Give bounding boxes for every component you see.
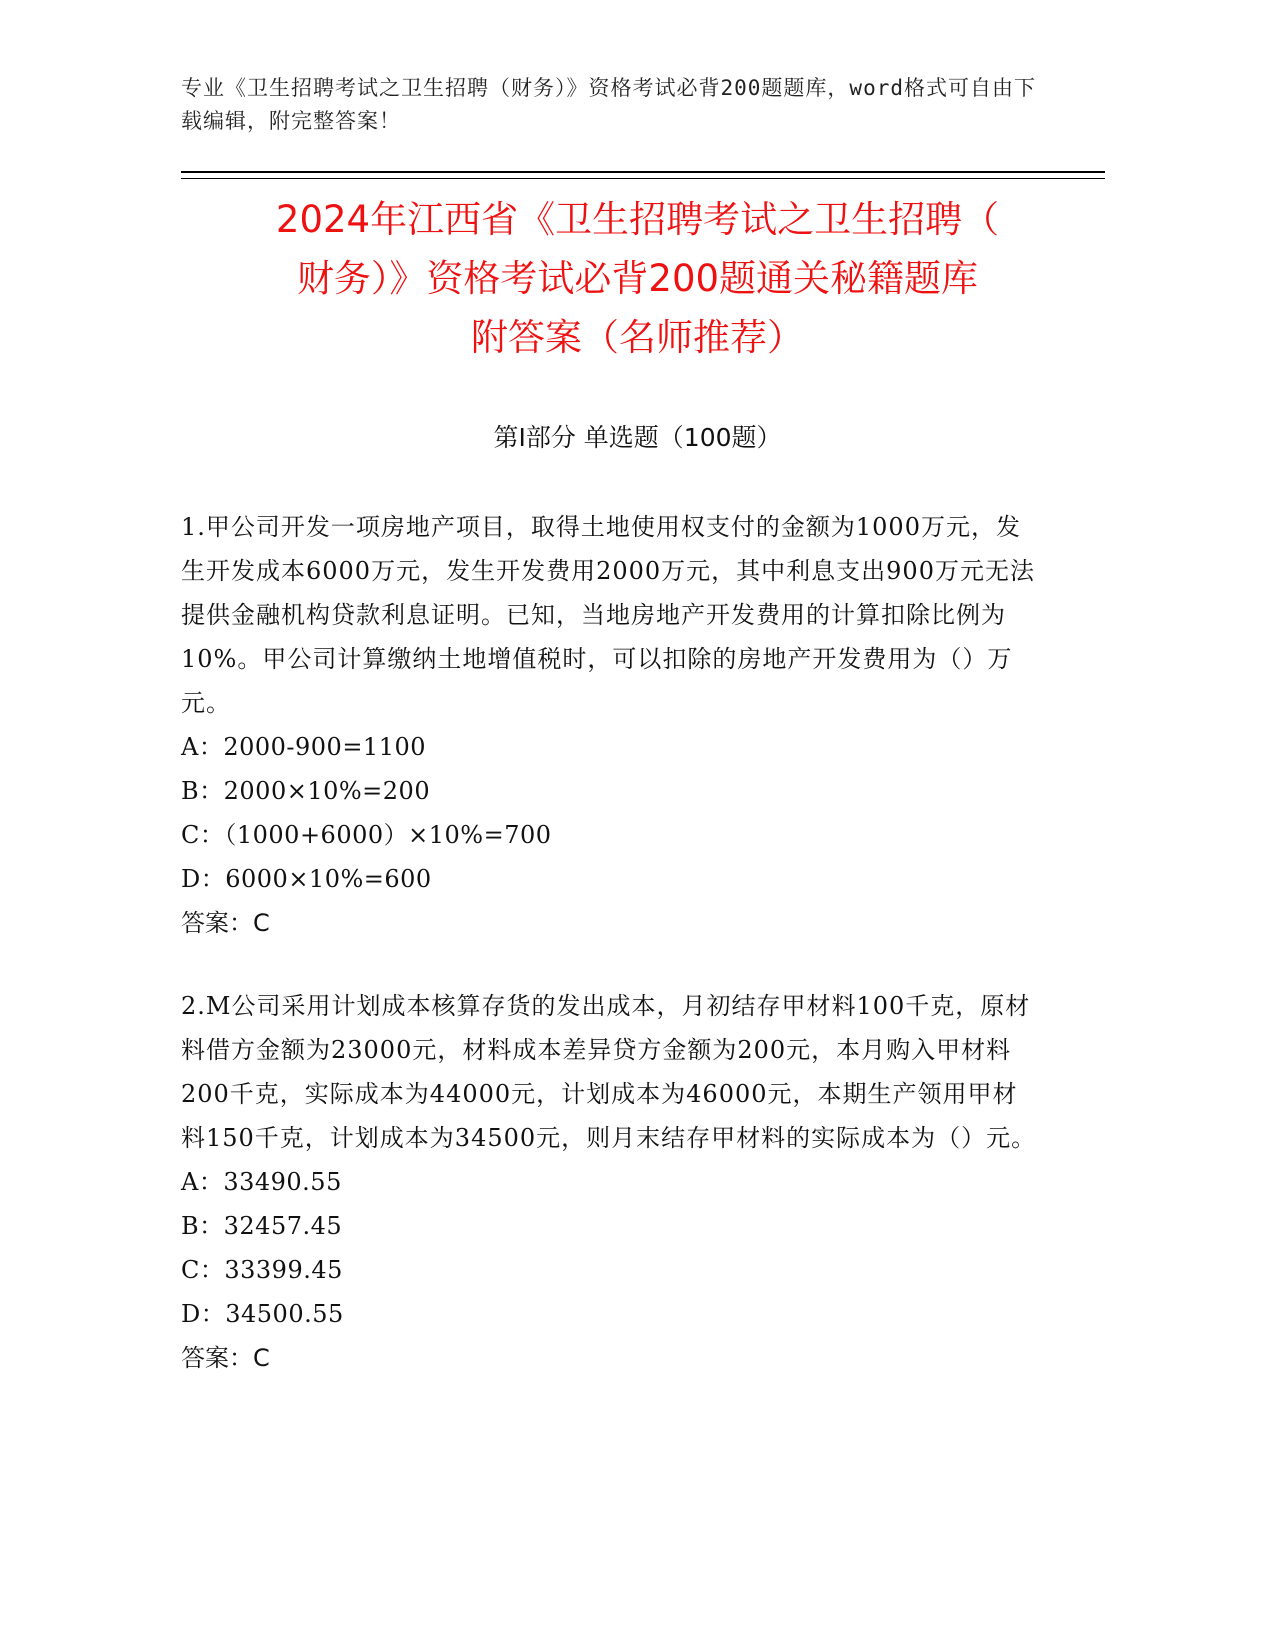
header-divider-thick	[181, 171, 1105, 173]
option-d: D：6000×10%=600	[181, 865, 432, 893]
question-stem: 1.甲公司开发一项房地产项目，取得土地使用权支付的金额为1000万元，发生开发成本6000万元，发生开发费用2000万元，其中利息支出900万元无法提供金融机构贷款利息证明。已知，当地房地产开发费用的计算扣除比例为10%。甲公司计算缴纳土地增值税时，可以扣除的房地产开发费用为（）万元。	[181, 513, 1035, 717]
answer: 答案：C	[181, 1344, 270, 1372]
question-1	[181, 505, 1041, 945]
section-heading: 第Ⅰ部分 单选题（100题）	[493, 423, 782, 452]
option-b: B：32457.45	[181, 1212, 343, 1240]
option-d: D：34500.55	[181, 1300, 344, 1328]
option-c: C：33399.45	[181, 1256, 343, 1284]
question-2	[181, 984, 1041, 1380]
document-title-line-1: 2024年江西省《卫生招聘考试之卫生招聘（	[275, 198, 1000, 241]
answer: 答案：C	[181, 909, 270, 937]
option-a: A：33490.55	[181, 1168, 342, 1196]
option-b: B：2000×10%=200	[181, 777, 431, 805]
document-title-line-3: 附答案（名师推荐）	[471, 316, 804, 359]
document-title-line-2: 财务）》资格考试必背200题通关秘籍题库	[296, 257, 979, 300]
option-a: A：2000-900=1100	[181, 733, 427, 761]
document-title	[160, 190, 1115, 367]
option-c: C：（1000+6000）×10%=700	[181, 821, 552, 849]
header-divider-thin	[181, 178, 1105, 179]
header-note: 专业《卫生招聘考试之卫生招聘（财务）》资格考试必背200题题库，word格式可自由下载编辑，附完整答案！	[181, 76, 1036, 133]
question-stem: 2.M公司采用计划成本核算存货的发出成本，月初结存甲材料100千克，原材料借方金额为23000元，材料成本差异贷方金额为200元，本月购入甲材料200千克，实际成本为44000元，计划成本为46000元，本期生产领用甲材料150千克，计划成本为34500元，则月末结存甲材料的实际成本为（）元。	[181, 992, 1037, 1152]
